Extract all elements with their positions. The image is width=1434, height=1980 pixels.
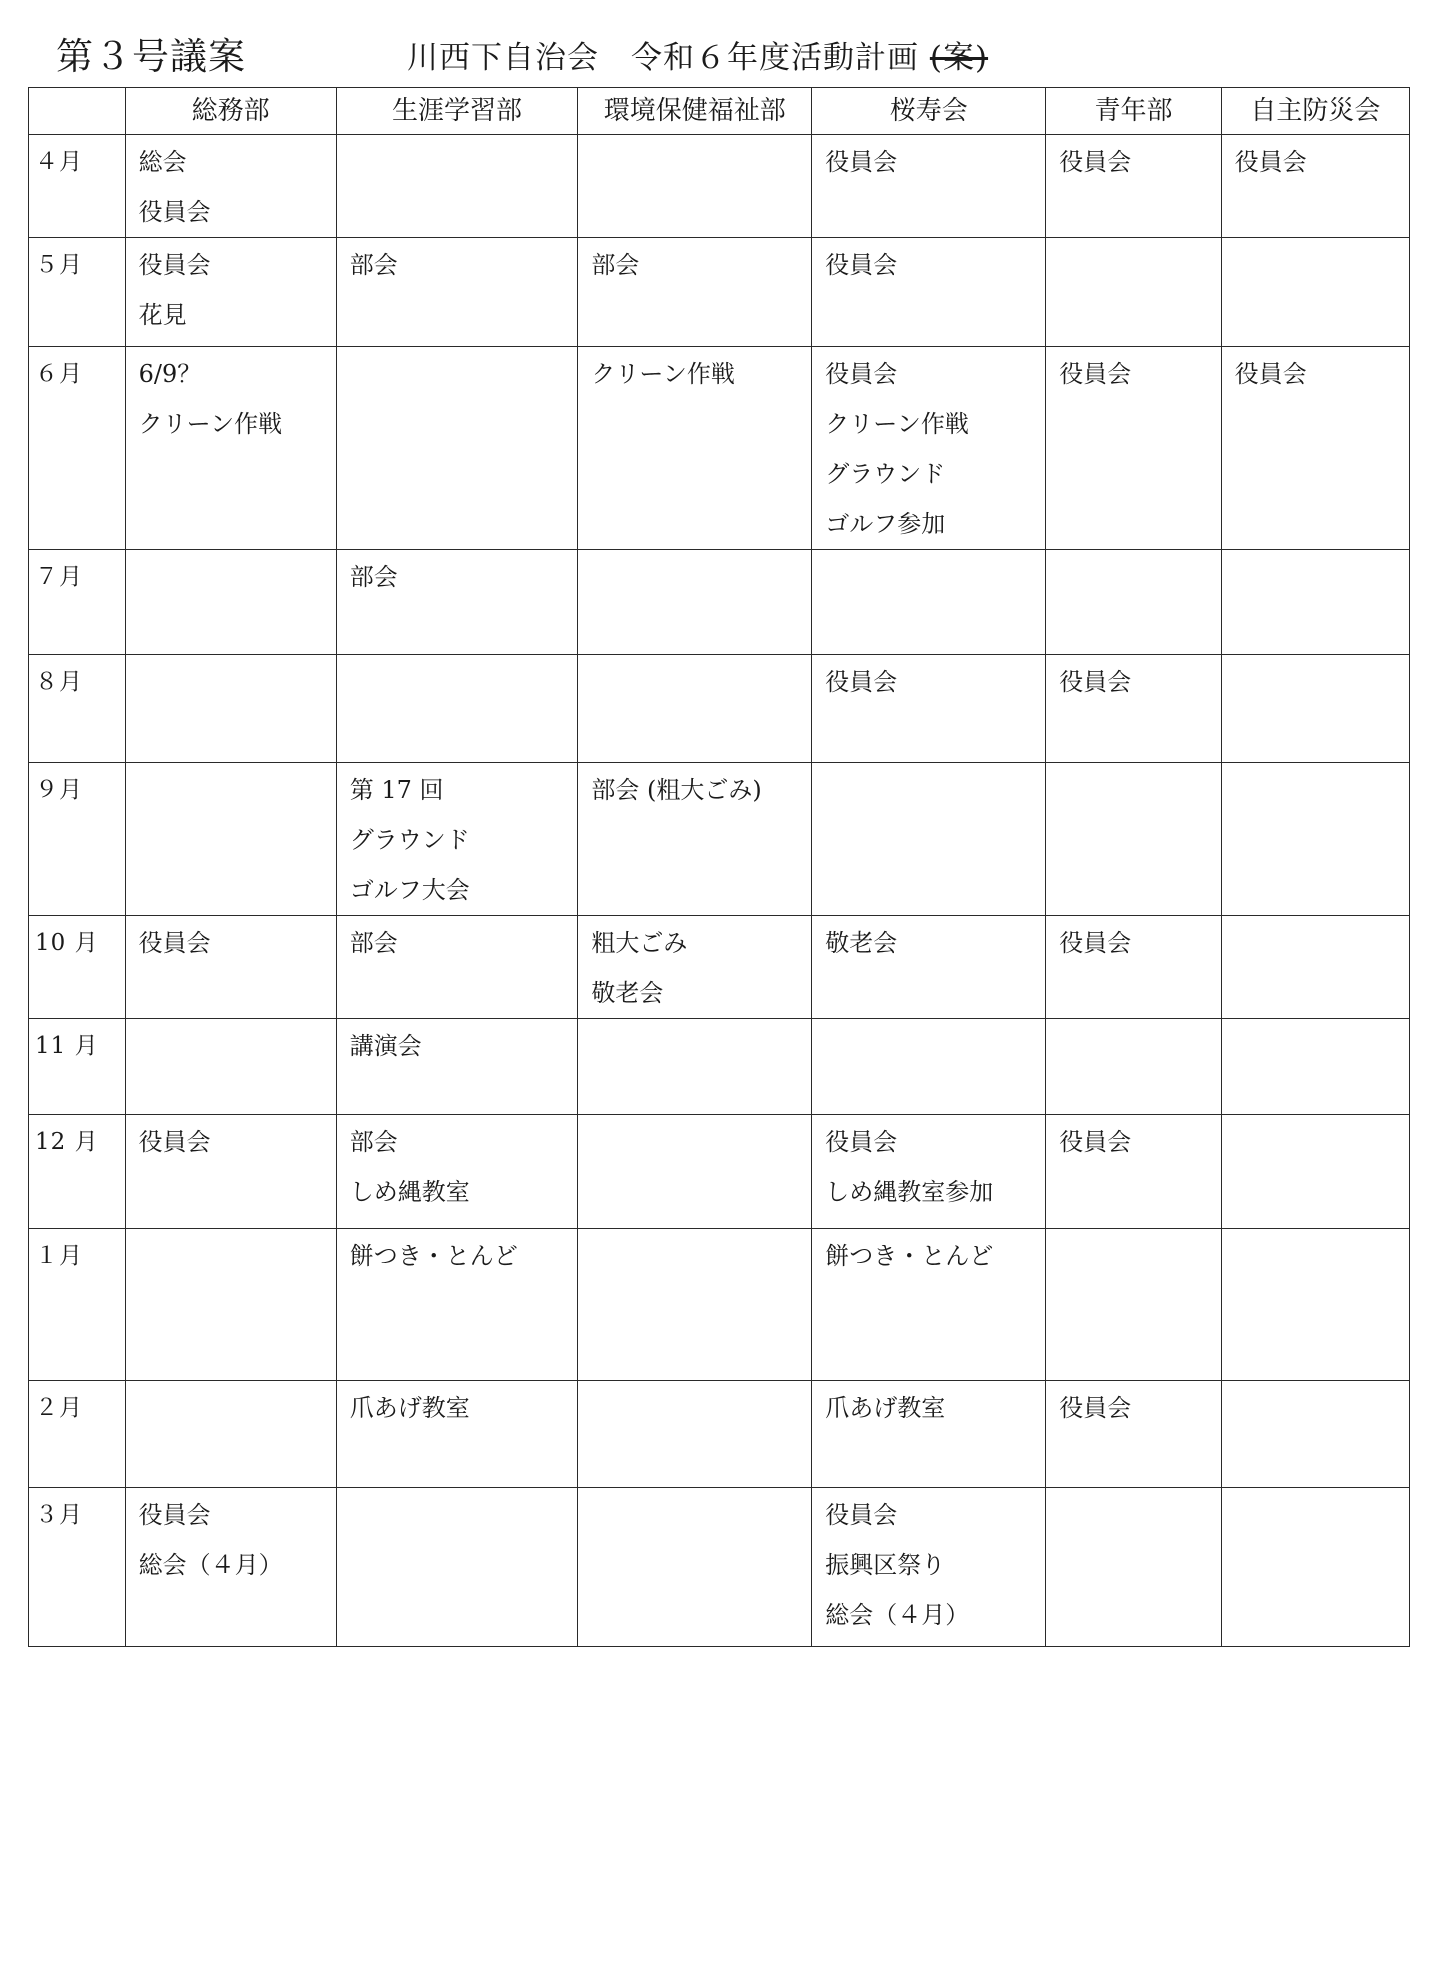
plan-cell-environment-welfare bbox=[578, 347, 812, 550]
activity-entry: 役員会 bbox=[825, 251, 898, 279]
plan-cell-ouju-kai bbox=[812, 135, 1046, 238]
month-cell: ６月 bbox=[29, 347, 126, 550]
activity-entry: 役員会 bbox=[1059, 668, 1132, 696]
activity-entry: 餅つき・とんど bbox=[349, 1242, 518, 1270]
plan-cell-disaster-prevention bbox=[1221, 1229, 1409, 1381]
plan-cell-environment-welfare bbox=[578, 1229, 812, 1381]
plan-cell-youth bbox=[1046, 1488, 1221, 1647]
plan-cell-lifelong-learning bbox=[336, 347, 578, 550]
plan-cell-environment-welfare bbox=[578, 655, 812, 763]
table-row bbox=[29, 916, 1410, 1019]
column-header-disaster-prevention: 自主防災会 bbox=[1221, 88, 1409, 135]
activity-entry: 振興区祭り bbox=[825, 1551, 946, 1579]
activity-entry: 役員会 bbox=[825, 668, 898, 696]
plan-cell-lifelong-learning bbox=[336, 1488, 578, 1647]
plan-cell-general-affairs bbox=[125, 1488, 336, 1647]
plan-cell-disaster-prevention bbox=[1221, 550, 1409, 655]
column-header-environment-welfare: 環境保健福祉部 bbox=[578, 88, 812, 135]
plan-cell-general-affairs bbox=[125, 1381, 336, 1488]
plan-cell-ouju-kai bbox=[812, 347, 1046, 550]
table-body bbox=[29, 135, 1410, 1647]
month-cell: ８月 bbox=[29, 655, 126, 763]
table-row bbox=[29, 655, 1410, 763]
column-header-ouju-kai: 桜寿会 bbox=[812, 88, 1046, 135]
plan-cell-environment-welfare bbox=[578, 550, 812, 655]
activity-entry: 敬老会 bbox=[825, 929, 898, 957]
plan-cell-ouju-kai bbox=[812, 655, 1046, 763]
plan-cell-youth bbox=[1046, 238, 1221, 347]
plan-cell-lifelong-learning bbox=[336, 1019, 578, 1115]
plan-cell-general-affairs bbox=[125, 1115, 336, 1229]
activity-entry: ゴルフ参加 bbox=[825, 510, 946, 538]
activity-entry: 部会 bbox=[591, 251, 640, 279]
plan-cell-disaster-prevention bbox=[1221, 238, 1409, 347]
table-row bbox=[29, 238, 1410, 347]
column-header-lifelong-learning: 生涯学習部 bbox=[336, 88, 578, 135]
month-cell: 12 月 bbox=[29, 1115, 126, 1229]
activity-entry: 役員会 bbox=[1234, 148, 1307, 176]
activity-entry: 役員会 bbox=[825, 1501, 898, 1529]
activity-plan-table bbox=[28, 87, 1410, 1647]
table-header-row bbox=[29, 88, 1410, 135]
activity-entry: グラウンド bbox=[349, 826, 470, 854]
plan-cell-ouju-kai bbox=[812, 238, 1046, 347]
plan-cell-youth bbox=[1046, 763, 1221, 916]
plan-cell-youth bbox=[1046, 916, 1221, 1019]
plan-cell-environment-welfare bbox=[578, 1488, 812, 1647]
month-cell: 10 月 bbox=[29, 916, 126, 1019]
plan-cell-general-affairs bbox=[125, 347, 336, 550]
activity-entry: クリーン作戦 bbox=[591, 360, 735, 388]
plan-cell-lifelong-learning bbox=[336, 1115, 578, 1229]
plan-cell-lifelong-learning bbox=[336, 1381, 578, 1488]
table-row bbox=[29, 1019, 1410, 1115]
plan-cell-youth bbox=[1046, 655, 1221, 763]
plan-cell-environment-welfare bbox=[578, 916, 812, 1019]
activity-entry: 部会 bbox=[349, 1128, 398, 1156]
activity-entry: しめ縄教室参加 bbox=[825, 1178, 994, 1206]
activity-entry: 爪あげ教室 bbox=[825, 1394, 946, 1422]
activity-entry: 総会 bbox=[138, 148, 187, 176]
agenda-number: 第３号議案 bbox=[56, 35, 246, 78]
month-cell: ５月 bbox=[29, 238, 126, 347]
plan-cell-lifelong-learning bbox=[336, 550, 578, 655]
activity-entry: 役員会 bbox=[1059, 360, 1132, 388]
plan-cell-lifelong-learning bbox=[336, 916, 578, 1019]
plan-cell-disaster-prevention bbox=[1221, 916, 1409, 1019]
table-row bbox=[29, 135, 1410, 238]
plan-cell-lifelong-learning bbox=[336, 135, 578, 238]
activity-entry: 役員会 bbox=[138, 929, 211, 957]
plan-cell-ouju-kai bbox=[812, 550, 1046, 655]
plan-cell-disaster-prevention bbox=[1221, 655, 1409, 763]
activity-entry: 総会（４月） bbox=[825, 1601, 970, 1629]
month-cell: １月 bbox=[29, 1229, 126, 1381]
plan-cell-ouju-kai bbox=[812, 763, 1046, 916]
table-row bbox=[29, 1229, 1410, 1381]
plan-cell-general-affairs bbox=[125, 238, 336, 347]
table-row bbox=[29, 763, 1410, 916]
table-row bbox=[29, 550, 1410, 655]
plan-cell-lifelong-learning bbox=[336, 763, 578, 916]
column-header-general-affairs: 総務部 bbox=[125, 88, 336, 135]
activity-entry: 餅つき・とんど bbox=[825, 1242, 994, 1270]
month-cell: ３月 bbox=[29, 1488, 126, 1647]
activity-entry: クリーン作戦 bbox=[825, 410, 969, 438]
plan-cell-disaster-prevention bbox=[1221, 1488, 1409, 1647]
activity-entry: 役員会 bbox=[825, 360, 898, 388]
activity-entry: 部会 bbox=[349, 563, 398, 591]
activity-entry: クリーン作戦 bbox=[138, 410, 283, 438]
activity-entry: 6/9？ bbox=[138, 360, 202, 388]
plan-cell-general-affairs bbox=[125, 1019, 336, 1115]
activity-entry: 役員会 bbox=[825, 1128, 898, 1156]
activity-entry: 総会（４月） bbox=[138, 1551, 283, 1579]
plan-cell-general-affairs bbox=[125, 916, 336, 1019]
activity-entry: しめ縄教室 bbox=[349, 1178, 470, 1206]
plan-cell-general-affairs bbox=[125, 1229, 336, 1381]
activity-entry: 敬老会 bbox=[591, 979, 664, 1007]
document-heading bbox=[56, 26, 1356, 82]
plan-title-main: 川西下自治会 令和６年度活動計画 bbox=[407, 40, 930, 76]
plan-cell-general-affairs bbox=[125, 763, 336, 916]
plan-cell-disaster-prevention bbox=[1221, 763, 1409, 916]
activity-entry: 部会 (粗大ごみ) bbox=[591, 776, 762, 804]
plan-cell-general-affairs bbox=[125, 135, 336, 238]
month-cell: 11 月 bbox=[29, 1019, 126, 1115]
plan-cell-disaster-prevention bbox=[1221, 1019, 1409, 1115]
plan-cell-environment-welfare bbox=[578, 1381, 812, 1488]
plan-cell-environment-welfare bbox=[578, 135, 812, 238]
plan-cell-general-affairs bbox=[125, 550, 336, 655]
column-header-youth: 青年部 bbox=[1046, 88, 1221, 135]
activity-entry: 爪あげ教室 bbox=[349, 1394, 470, 1422]
activity-entry: 役員会 bbox=[138, 251, 211, 279]
activity-entry: 役員会 bbox=[138, 198, 211, 226]
plan-cell-ouju-kai bbox=[812, 1488, 1046, 1647]
plan-cell-environment-welfare bbox=[578, 1115, 812, 1229]
plan-cell-youth bbox=[1046, 135, 1221, 238]
plan-cell-disaster-prevention bbox=[1221, 347, 1409, 550]
plan-cell-disaster-prevention bbox=[1221, 135, 1409, 238]
activity-entry: 第 17 回 bbox=[349, 776, 444, 804]
activity-entry: 部会 bbox=[349, 929, 398, 957]
activity-entry: 役員会 bbox=[138, 1128, 211, 1156]
plan-cell-youth bbox=[1046, 347, 1221, 550]
activity-entry: グラウンド bbox=[825, 460, 946, 488]
table-row bbox=[29, 1488, 1410, 1647]
plan-cell-disaster-prevention bbox=[1221, 1115, 1409, 1229]
plan-cell-youth bbox=[1046, 1229, 1221, 1381]
plan-cell-youth bbox=[1046, 1381, 1221, 1488]
activity-entry: 役員会 bbox=[138, 1501, 211, 1529]
plan-cell-youth bbox=[1046, 1019, 1221, 1115]
month-cell: ２月 bbox=[29, 1381, 126, 1488]
activity-entry: 役員会 bbox=[1059, 148, 1132, 176]
activity-entry: 粗大ごみ bbox=[591, 929, 688, 957]
plan-cell-lifelong-learning bbox=[336, 1229, 578, 1381]
plan-cell-environment-welfare bbox=[578, 238, 812, 347]
plan-cell-lifelong-learning bbox=[336, 238, 578, 347]
plan-cell-ouju-kai bbox=[812, 916, 1046, 1019]
column-header-month-column bbox=[29, 88, 126, 135]
plan-cell-youth bbox=[1046, 550, 1221, 655]
month-cell: ７月 bbox=[29, 550, 126, 655]
activity-entry: 役員会 bbox=[1059, 929, 1132, 957]
plan-title bbox=[407, 32, 988, 77]
activity-entry: 花見 bbox=[138, 301, 187, 329]
plan-cell-youth bbox=[1046, 1115, 1221, 1229]
plan-cell-lifelong-learning bbox=[336, 655, 578, 763]
plan-cell-ouju-kai bbox=[812, 1229, 1046, 1381]
month-cell: ９月 bbox=[29, 763, 126, 916]
activity-entry: 役員会 bbox=[1059, 1128, 1132, 1156]
plan-cell-disaster-prevention bbox=[1221, 1381, 1409, 1488]
activity-entry: 役員会 bbox=[1234, 360, 1307, 388]
plan-cell-environment-welfare bbox=[578, 1019, 812, 1115]
table-row bbox=[29, 1115, 1410, 1229]
plan-title-struck-draft-mark: (案) bbox=[929, 40, 989, 76]
activity-entry: 部会 bbox=[349, 251, 398, 279]
activity-entry: ゴルフ大会 bbox=[349, 876, 470, 904]
plan-cell-ouju-kai bbox=[812, 1381, 1046, 1488]
activity-entry: 役員会 bbox=[1059, 1394, 1132, 1422]
plan-cell-environment-welfare bbox=[578, 763, 812, 916]
table-row bbox=[29, 347, 1410, 550]
activity-entry: 講演会 bbox=[349, 1032, 422, 1060]
month-cell: ４月 bbox=[29, 135, 126, 238]
plan-cell-general-affairs bbox=[125, 655, 336, 763]
plan-cell-ouju-kai bbox=[812, 1115, 1046, 1229]
table-row bbox=[29, 1381, 1410, 1488]
activity-entry: 役員会 bbox=[825, 148, 898, 176]
plan-cell-ouju-kai bbox=[812, 1019, 1046, 1115]
